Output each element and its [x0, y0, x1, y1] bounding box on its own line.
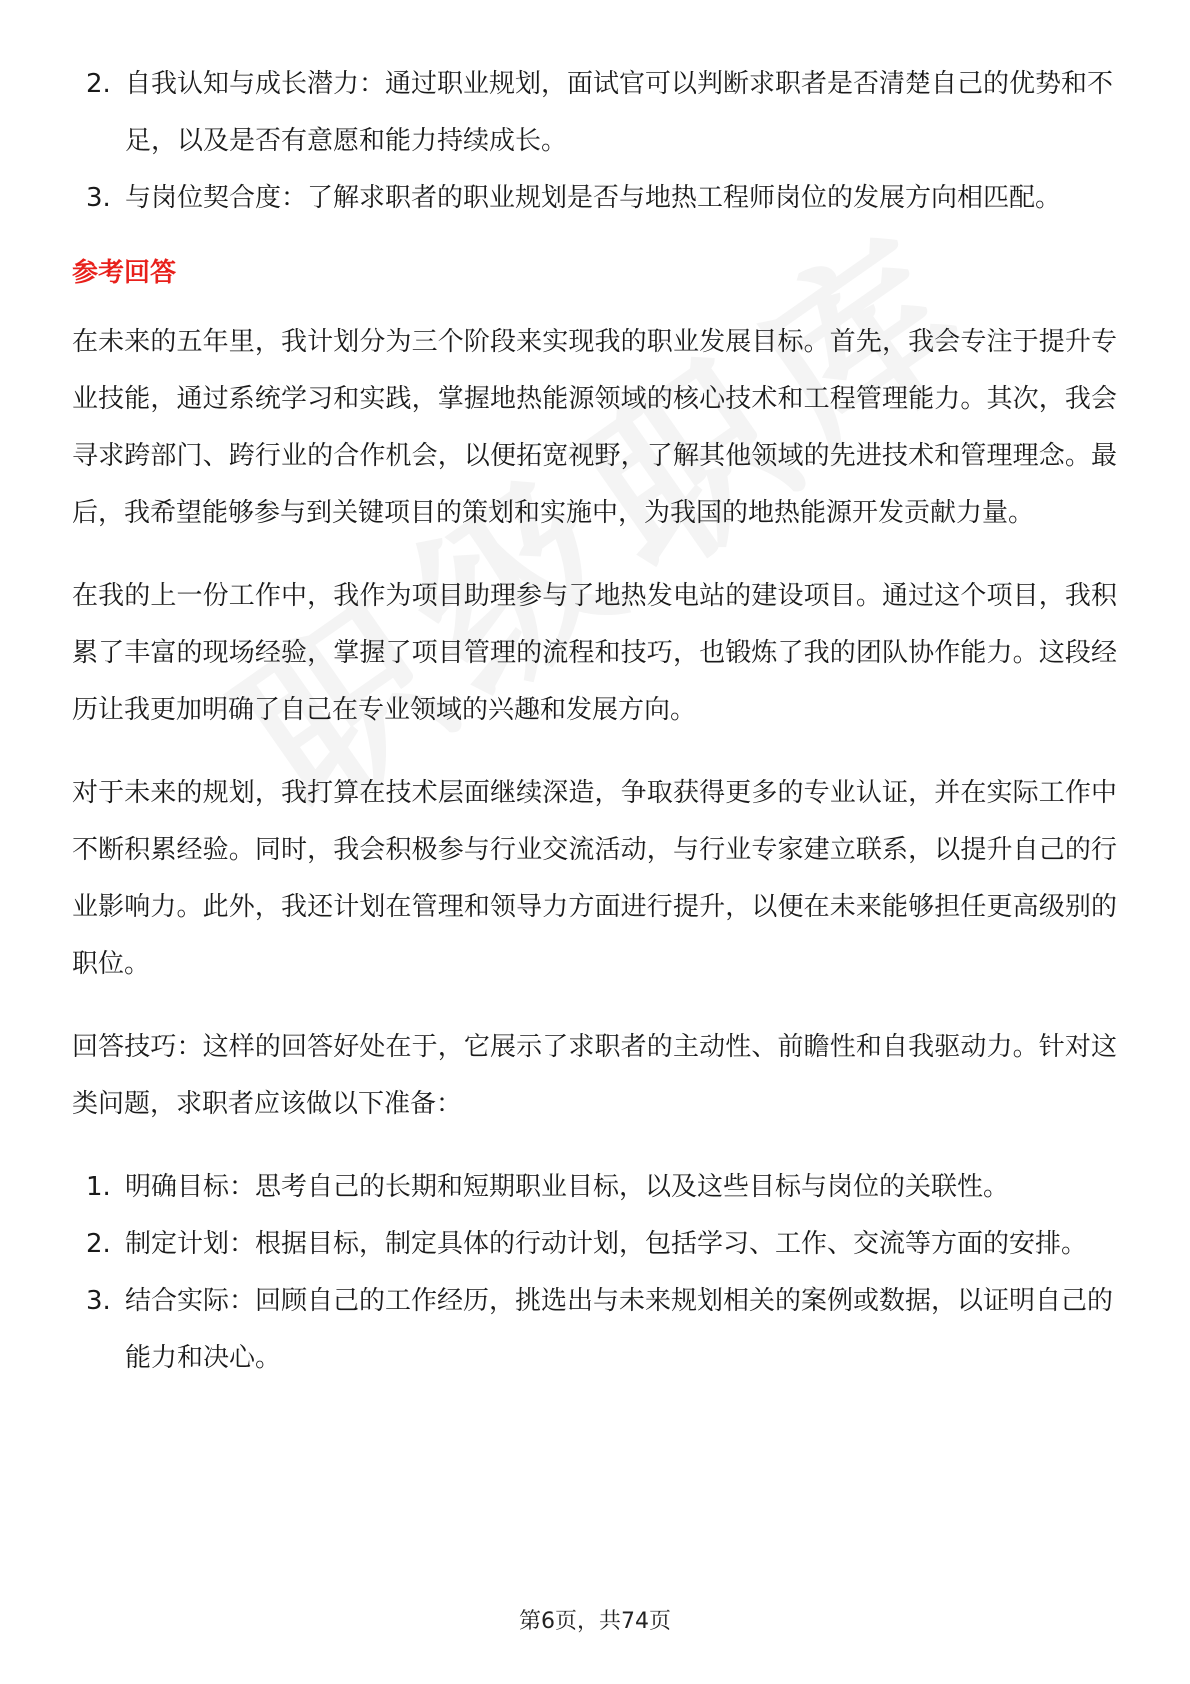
list-text: 自我认知与成长潜力：通过职业规划，面试官可以判断求职者是否清楚自己的优势和不足，以及是否有意愿和能力持续成长。	[125, 69, 1114, 156]
page-content	[72, 56, 1117, 1387]
list-number: 3.	[86, 183, 111, 213]
paragraph: 对于未来的规划，我打算在技术层面继续深造，争取获得更多的专业认证，并在实际工作中不断积累经验。同时，我会积极参与行业交流活动，与行业专家建立联系，以提升自己的行业影响力。此外，我还计划在管理和领导力方面进行提升，以便在未来能够担任更高级别的职位。	[72, 778, 1117, 979]
list-item	[72, 1273, 1117, 1387]
list-text: 制定计划：根据目标，制定具体的行动计划，包括学习、工作、交流等方面的安排。	[125, 1229, 1088, 1259]
list-number: 2.	[86, 69, 111, 99]
list-text: 与岗位契合度：了解求职者的职业规划是否与地热工程师岗位的发展方向相匹配。	[125, 183, 1062, 213]
paragraph: 在我的上一份工作中，我作为项目助理参与了地热发电站的建设项目。通过这个项目，我积累了丰富的现场经验，掌握了项目管理的流程和技巧，也锻炼了我的团队协作能力。这段经历让我更加明确了自己在专业领域的兴趣和发展方向。	[72, 581, 1117, 725]
intro-list	[72, 56, 1117, 227]
list-number: 3.	[86, 1286, 111, 1316]
list-text: 明确目标：思考自己的长期和短期职业目标，以及这些目标与岗位的关联性。	[125, 1172, 1010, 1202]
list-text: 结合实际：回顾自己的工作经历，挑选出与未来规划相关的案例或数据，以证明自己的能力和决心。	[125, 1286, 1114, 1373]
list-item	[72, 1216, 1117, 1273]
list-item	[72, 170, 1117, 227]
paragraph: 回答技巧：这样的回答好处在于，它展示了求职者的主动性、前瞻性和自我驱动力。针对这类问题，求职者应该做以下准备：	[72, 1032, 1117, 1119]
list-item	[72, 56, 1117, 170]
section-heading: 参考回答	[72, 258, 177, 288]
page-number: 第6页，共74页	[519, 1609, 671, 1634]
list-number: 2.	[86, 1229, 111, 1259]
tips-list	[72, 1159, 1117, 1387]
list-item	[72, 1159, 1117, 1216]
list-number: 1.	[86, 1172, 111, 1202]
paragraph: 在未来的五年里，我计划分为三个阶段来实现我的职业发展目标。首先，我会专注于提升专业技能，通过系统学习和实践，掌握地热能源领域的核心技术和工程管理能力。其次，我会寻求跨部门、跨行业的合作机会，以便拓宽视野，了解其他领域的先进技术和管理理念。最后，我希望能够参与到关键项目的策划和实施中，为我国的地热能源开发贡献力量。	[72, 327, 1117, 528]
